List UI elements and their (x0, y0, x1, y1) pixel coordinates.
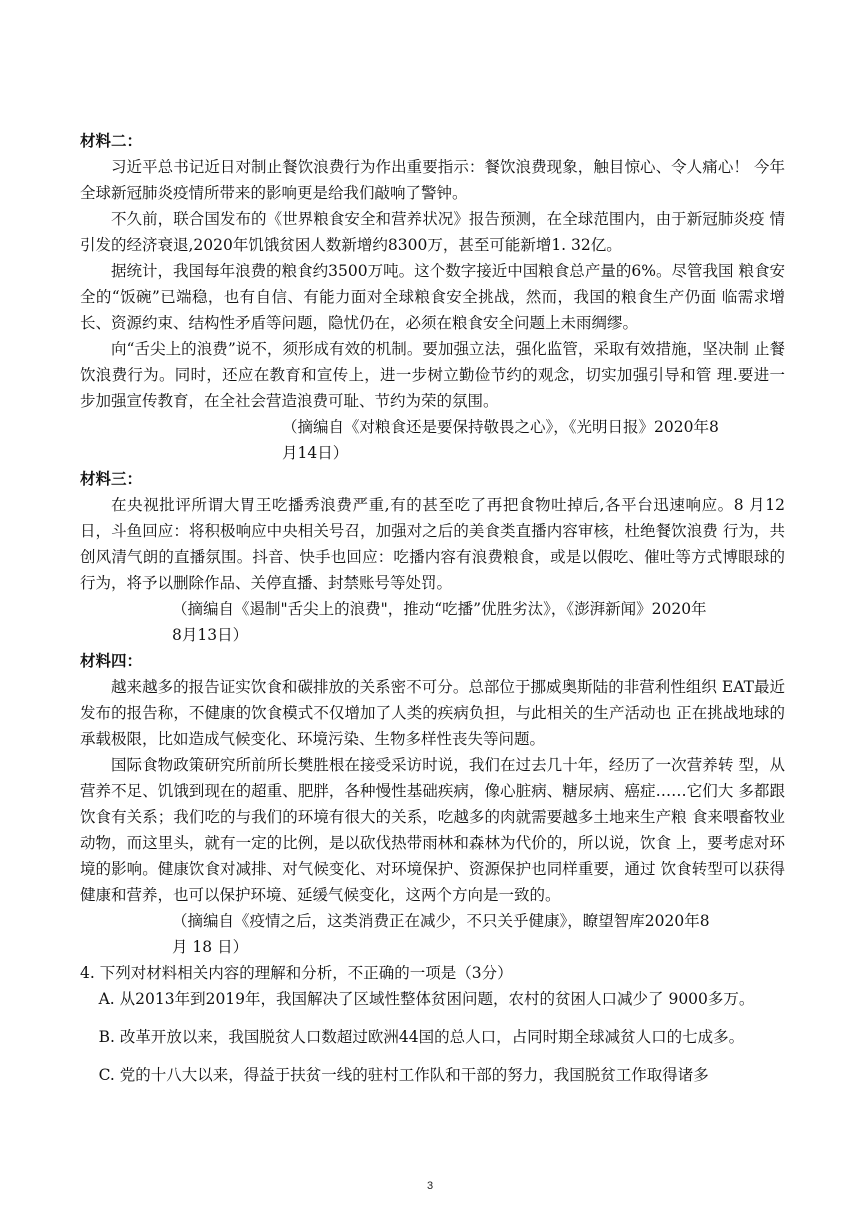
material-two-paragraph-2: 不久前，联合国发布的《世界粮食安全和营养状况》报告预测，在全球范围内，由于新冠肺炎疫 情引发的经济衰退,2020年饥饿贫困人数新增约8300万，甚至可能新增1. 32亿。 (80, 210, 785, 254)
document-body (80, 128, 785, 1088)
material-four-paragraph-2: 国际食物政策研究所前所长樊胜根在接受采访时说，我们在过去几十年，经历了一次营养转 型，从营养不足、饥饿到现在的超重、肥胖，各种慢性基础疾病，像心脏病、糖尿病、癌症……它们大 多都跟饮食有关系；我们吃的与我们的环境有很大的关系，吃越多的肉就需要越多土地来生产粮 食来喂畜牧业动物，而这里头，就有一定的比例，是以砍伐热带雨林和森林为代价的，所以说，饮食 上，要考虑对环境的影响。健康饮食对减排、对气候变化、对环境保护、资源保护也同样重要，通过 饮食转型可以获得健康和营养，也可以保护环境、延缓气候变化，这两个方向是一致的。 (80, 756, 785, 904)
material-two-source-line-2: 月14日） (282, 444, 349, 462)
material-four-source-line-1: （摘编自《疫情之后，这类消费正在减少，不只关乎健康》，瞭望智库2020年8 (172, 912, 710, 930)
material-four-source-line-2: 月 18 日） (172, 938, 249, 956)
material-four-heading: 材料四： (80, 651, 143, 670)
material-two-paragraph-4: 向“舌尖上的浪费”说不，须形成有效的机制。要加强立法，强化监管，采取有效措施，坚决制 止餐饮浪费行为。同时，还应在教育和宣传上，进一步树立勤俭节约的观念，切实加强引导和管 理.要进一步加强宣传教育，在全社会营造浪费可耻、节约为荣的氛围。 (80, 340, 785, 410)
question-4-option-b: B. 改革开放以来，我国脱贫人口数超过欧洲44国的总人口，占同时期全球减贫人口的七成多。 (98, 1028, 745, 1046)
material-three-paragraph-1: 在央视批评所谓大胃王吃播秀浪费严重,有的甚至吃了再把食物吐掉后,各平台迅速响应。8 月12日，斗鱼回应：将积极响应中央相关号召，加强对之后的美食类直播内容审核，杜绝餐饮浪费 行为，共创风清气朗的直播氛围。抖音、快手也回应：吃播内容有浪费粮食，或是以假吃、催吐等方式博眼球的行为，将予以删除作品、关停直播、封禁账号等处罚。 (80, 496, 785, 592)
material-four-paragraph-1: 越来越多的报告证实饮食和碳排放的关系密不可分。总部位于挪威奥斯陆的非营利性组织 EAT最近发布的报告称，不健康的饮食模式不仅增加了人类的疾病负担，与此相关的生产活动也 正在挑战地球的承载极限，比如造成气候变化、环境污染、生物多样性丧失等问题。 (80, 678, 785, 748)
question-4-option-c: C. 党的十八大以来，得益于扶贫一线的驻村工作队和干部的努力，我国脱贫工作取得诸多 (98, 1066, 709, 1084)
material-two-paragraph-1: 习近平总书记近日对制止餐饮浪费行为作出重要指示：餐饮浪费现象，触目惊心、令人痛心！ 今年全球新冠肺炎疫情所带来的影响更是给我们敲响了警钟。 (80, 158, 785, 202)
material-two-paragraph-3: 据统计，我国每年浪费的粮食约3500万吨。这个数字接近中国粮食总产量的6%。尽管我国 粮食安全的“饭碗”已端稳，也有自信、有能力面对全球粮食安全挑战，然而，我国的粮食生产仍面 临需求增长、资源约束、结构性矛盾等问题，隐忧仍在，必须在粮食安全问题上未雨绸缪。 (80, 262, 785, 332)
material-two-source-line-1: （摘编自《对粮食还是要保持敬畏之心》，《光明日报》2020年8 (282, 418, 719, 436)
material-three-heading: 材料三： (80, 469, 143, 488)
question-4-stem: 4. 下列对材料相关内容的理解和分析，不正确的一项是（3分） (80, 964, 513, 982)
material-three-source-line-2: 8月13日） (172, 626, 249, 644)
page-number: 3 (426, 1180, 434, 1192)
material-three-source-line-1: （摘编自《遏制"舌尖上的浪费"，推动“吃播”优胜劣汰》，《澎湃新闻》2020年 (172, 600, 707, 618)
question-4-option-a: A. 从2013年到2019年，我国解决了区域性整体贫困问题，农村的贫困人口减少了 9000多万。 (98, 990, 755, 1008)
material-two-heading: 材料二： (80, 131, 143, 150)
